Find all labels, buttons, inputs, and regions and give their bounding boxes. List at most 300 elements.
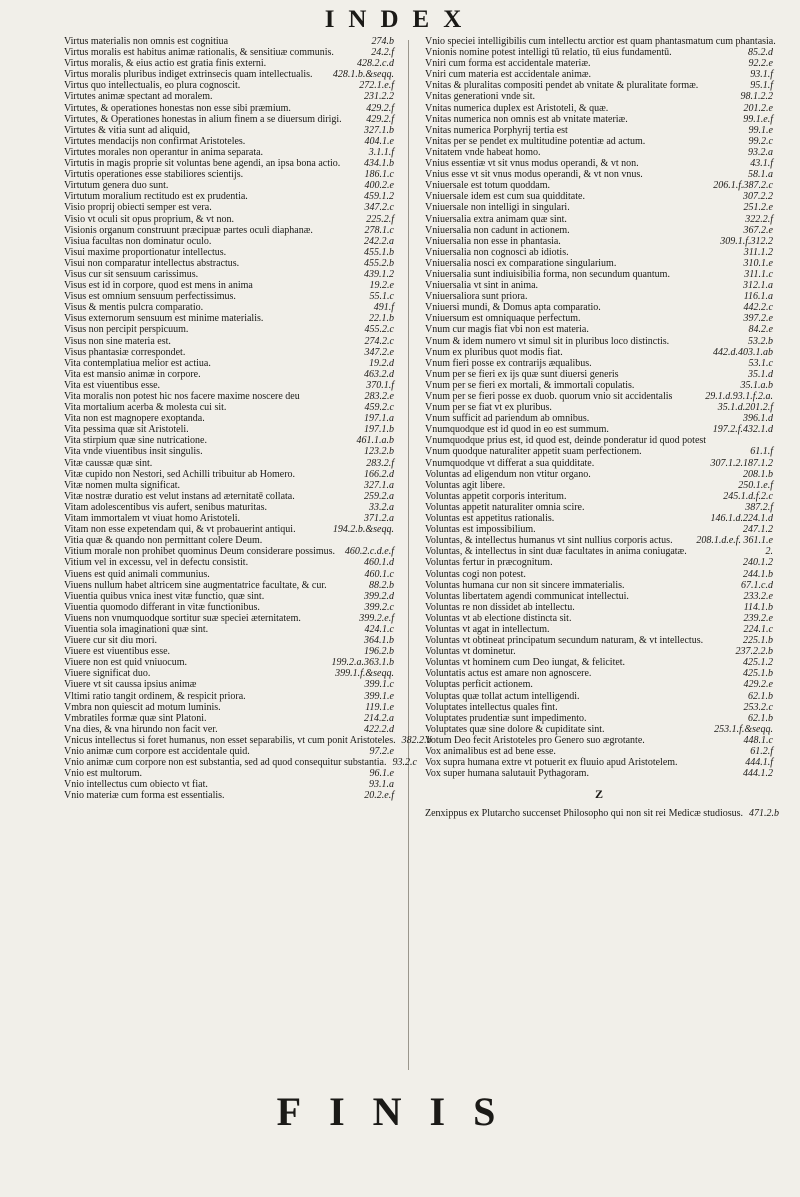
entry-text: Voluptates intellectus quales fint. [425, 701, 558, 713]
index-entry [425, 735, 773, 746]
index-entry [64, 147, 394, 158]
index-entry [425, 47, 773, 58]
index-entry [425, 713, 773, 724]
index-entry [425, 435, 773, 446]
entry-reference: 33.2.a [369, 501, 394, 513]
index-entry [425, 546, 773, 557]
index-entry [425, 91, 773, 102]
entry-text: Vnio animæ cum corpore non est substantia, sed ad quod consequitur substantia. [64, 757, 387, 769]
entry-text: Visus cur sit sensuum carissimus. [64, 268, 199, 280]
entry-reference: 123.2.b [364, 446, 394, 458]
entry-reference: 22.1.b [369, 313, 394, 325]
index-entry [425, 114, 773, 125]
finis-footer: FINIS [276, 1089, 524, 1134]
index-entry [425, 768, 773, 779]
entry-reference: 278.1.c [364, 224, 394, 236]
entry-text: Vniuersale non intelligi in singulari. [425, 202, 570, 214]
index-entry [425, 302, 773, 313]
entry-text: Visus externorum sensuum est minime materialis. [64, 313, 264, 325]
index-entry [64, 80, 394, 91]
index-entry [425, 413, 773, 424]
entry-reference: 20.2.e.f [364, 790, 394, 802]
right-entry-list [425, 36, 776, 780]
entry-reference: 225.1.b [743, 635, 773, 647]
index-entry [425, 202, 773, 213]
entry-text: Voluntas cogi non potest. [425, 568, 526, 580]
index-entry [64, 602, 394, 613]
entry-text: Voluntas vt dominetur. [425, 646, 516, 658]
entry-text: Vnionis nomine potest intelligi tū relatio, tū eius fundamentū. [425, 47, 672, 59]
entry-reference: 399.1.e [364, 690, 394, 702]
index-entry [425, 491, 773, 502]
entry-reference: 399.2.d [364, 590, 394, 602]
entry-reference: 322.2.f [745, 213, 773, 225]
entry-text: Vita moralis non potest hic nos facere maxime noscere deu [64, 391, 300, 402]
entry-text: Voluntas vt ab electione distincta sit. [425, 612, 572, 624]
index-entry [425, 458, 773, 469]
index-entry [425, 424, 773, 435]
entry-text: Vita vnde viuentibus insit singulis. [64, 446, 203, 458]
index-entry [425, 36, 776, 47]
entry-text: Voluntas appetit naturaliter omnia scire. [425, 501, 585, 513]
entry-reference: 400.2.e [364, 180, 394, 192]
entry-text: Vox animalibus est ad bene esse. [425, 746, 556, 757]
entry-reference: 196.2.b [364, 646, 394, 658]
entry-reference: 245.1.d.f.2.c [723, 490, 773, 502]
entry-text: Vnumquodque prius est, id quod est, deinde ponderatur id quod potest [425, 435, 707, 447]
entry-reference: 399.2.e.f [359, 612, 394, 624]
index-entry [64, 757, 417, 769]
entry-reference: 166.2.d [364, 468, 394, 480]
entry-text: Viuere non est quid vniuocum. [64, 657, 187, 669]
index-entry [64, 402, 394, 413]
index-entry [425, 125, 773, 136]
entry-reference: 442.d.403.1.ab [713, 346, 773, 358]
entry-reference: 116.1.a [743, 291, 773, 303]
entry-reference: 396.1.d [743, 413, 773, 425]
index-entry [64, 369, 394, 380]
entry-text: Vnio est multorum. [64, 768, 143, 780]
entry-text: Vnum quodque naturaliter appetit suam perfectionem. [425, 446, 642, 458]
entry-reference: 460.1.c [364, 568, 394, 580]
index-entry [64, 557, 394, 568]
index-entry [64, 635, 394, 646]
entry-text: Vnius esse vt sit vnus modus operandi, & vt non vnus. [425, 169, 643, 181]
entry-reference: 283.2.e [364, 391, 394, 402]
index-entry [64, 746, 394, 757]
entry-text: Vnitas & pluralitas compositi pendet ab vnitate & pluralitate formæ. [425, 80, 699, 92]
index-entry [64, 347, 394, 358]
index-entry [64, 535, 394, 546]
index-entry [425, 591, 773, 602]
entry-text: Visus non percipit perspicuum. [64, 324, 189, 336]
entry-reference: 425.1.2 [743, 657, 773, 669]
entry-text: Visus non sine materia est. [64, 335, 171, 347]
entry-text: Vniuersalia extra animam quæ sint. [425, 213, 567, 225]
entry-reference: 114.1.b [743, 601, 773, 613]
entry-text: Visus phantasiæ correspondet. [64, 346, 186, 358]
entry-text: Vita est mansio animæ in corpore. [64, 368, 201, 380]
index-entry [64, 291, 394, 302]
index-entry [425, 169, 773, 180]
entry-text: Vmbra non quiescit ad motum luminis. [64, 701, 221, 713]
index-entry [425, 225, 773, 236]
index-entry [64, 624, 394, 635]
entry-reference: 99.2.c [748, 135, 773, 147]
entry-reference: 422.2.d [364, 723, 394, 735]
index-entry [64, 768, 394, 779]
entry-reference: 429.2.e [743, 679, 773, 691]
index-entry [425, 535, 773, 546]
entry-text: Voluntas agit libere. [425, 479, 506, 491]
index-entry [64, 546, 394, 557]
entry-text: Viuentia quomodo differant in vitæ functionibus. [64, 601, 260, 613]
entry-text: Viuere significat duo. [64, 668, 151, 680]
entry-text: Virtutum moralium rectitudo est ex prudentia. [64, 191, 248, 203]
entry-text: Viuere vt sit caussa ipsius animæ [64, 679, 197, 691]
entry-reference: 53.1.c [748, 357, 773, 369]
entry-reference: 119.1.e [365, 701, 394, 713]
index-entry [425, 80, 773, 91]
index-entry [64, 47, 394, 58]
entry-reference: 424.1.c [364, 623, 394, 635]
entry-reference: 197.2.f.432.1.d [712, 424, 773, 436]
entry-reference: 93.2.c [392, 757, 417, 769]
index-entry [425, 602, 773, 613]
entry-text: Vniuersalia non cognosci ab idiotis. [425, 246, 569, 258]
entry-reference: 444.1.f [745, 757, 773, 769]
entry-reference: 231.2.2 [364, 91, 394, 103]
entry-text: Virtutes & vitia sunt ad aliquid, [64, 124, 191, 136]
entry-text: Vita stirpium quæ sine nutricatione. [64, 435, 207, 447]
index-entry [425, 158, 773, 169]
entry-text: Voluntas re non dissidet ab intellectu. [425, 601, 575, 613]
index-entry [64, 613, 394, 624]
entry-reference: 250.1.e.f [738, 479, 773, 491]
index-entry [425, 691, 773, 702]
entry-text: Viuere cur sit diu mori. [64, 635, 157, 647]
entry-reference: 201.2.e [743, 102, 773, 114]
index-entry [64, 180, 394, 191]
entry-text: Viuentia quibus vnica inest vitæ functio, quæ sint. [64, 590, 265, 602]
entry-reference: 311.1.2 [743, 246, 773, 258]
entry-reference: 309.1.f.312.2 [720, 235, 773, 247]
entry-text: Vitæ caussæ quæ sint. [64, 457, 153, 469]
entry-text: Voluntas appetit corporis interitum. [425, 490, 567, 502]
entry-text: Zenxippus ex Plutarcho succenset Philosopho qui non sit rei Medicæ studiosus. [425, 808, 744, 820]
entry-text: Vnum per se fieri ex mortali, & immortali copulatis. [425, 379, 635, 391]
entry-text: Visionis organum construunt præcipuæ partes oculi diaphanæ. [64, 224, 313, 236]
entry-text: Visus est omnium sensuum perfectissimus. [64, 291, 236, 303]
index-entry [425, 291, 773, 302]
entry-reference: 404.1.e [364, 135, 394, 147]
index-entry [425, 214, 773, 225]
entry-text: Voluntas vt agat in intellectum. [425, 623, 550, 635]
index-entry [425, 502, 773, 513]
index-entry [64, 258, 394, 269]
index-entry [64, 91, 394, 102]
index-entry [64, 36, 394, 47]
entry-reference: 225.2.f [366, 213, 394, 225]
entry-text: Vmbratiles formæ quæ sint Platoni. [64, 712, 207, 724]
index-entry [425, 469, 773, 480]
entry-text: Vnum sufficit ad pariendum ab omnibus. [425, 413, 590, 425]
entry-text: Voluptates prudentiæ sunt impedimento. [425, 712, 587, 724]
entry-text: Vnum per se fieri posse ex duob. quorum vnio sit accidentalis [425, 391, 673, 402]
entry-reference: 312.1.a [743, 280, 773, 292]
entry-reference: 327.1.a [364, 479, 394, 491]
entry-text: Virtutes, & Operationes honestas in alium finem a se diuersum dirigi. [64, 113, 342, 125]
index-entry [425, 746, 773, 757]
entry-text: Vniuersale est totum quoddam. [425, 180, 550, 192]
entry-reference: 251.2.e [743, 202, 773, 214]
entry-reference: 93.2.a [748, 146, 773, 158]
entry-text: Vniuersalia sunt indiuisibilia forma, non secundum quantum. [425, 268, 670, 280]
entry-text: Viuentia sola imaginationi quæ sint. [64, 623, 209, 635]
entry-reference: 35.1.d [748, 368, 773, 380]
entry-text: Virtutes animæ spectant ad moralem. [64, 91, 213, 103]
entry-text: Voluntas est impossibilium. [425, 524, 536, 536]
entry-text: Virtutes morales non operantur in anima separata. [64, 146, 264, 158]
index-entry [64, 191, 394, 202]
index-entry [425, 524, 773, 535]
entry-text: Votum Deo fecit Aristoteles pro Genero suo ægrotante. [425, 734, 645, 746]
z-entry-list [425, 808, 780, 820]
entry-reference: 347.2.c [364, 202, 394, 214]
entry-reference: 455.2.c [364, 324, 394, 336]
index-entry [425, 380, 773, 391]
entry-text: Vnitas generationi vnde sit. [425, 91, 535, 103]
entry-text: Vox super humana salutauit Pythagoram. [425, 768, 589, 780]
index-entry [425, 569, 773, 580]
entry-reference: 240.1.2 [743, 557, 773, 569]
entry-reference: 471.2.b [749, 808, 780, 820]
entry-reference: 88.2.b [369, 579, 394, 591]
entry-text: Vnicus intellectus si foret humanus, non esset separabilis, vt cum ponit Aristoteles. [64, 734, 396, 746]
index-entry [425, 136, 773, 147]
entry-reference: 455.1.b [364, 246, 394, 258]
index-entry [64, 480, 394, 491]
entry-text: Vniuersaliora sunt priora. [425, 291, 528, 303]
index-entry [64, 569, 394, 580]
entry-text: Visio proprij obiecti semper est vera. [64, 202, 212, 214]
index-entry [64, 136, 394, 147]
entry-reference: 95.1.f [750, 80, 773, 92]
left-column [64, 36, 432, 802]
entry-reference: 197.1.b [364, 424, 394, 436]
entry-text: Vita est viuentibus esse. [64, 379, 161, 391]
entry-text: Vniuersi mundi, & Domus apta comparatio. [425, 302, 601, 314]
entry-text: Vnum per se fiat vt ex pluribus. [425, 402, 552, 414]
entry-reference: 460.1.d [364, 557, 394, 569]
entry-reference: 29.1.d.93.1.f.2.a. [705, 391, 773, 402]
entry-text: Vita mortalium acerba & molesta cui sit. [64, 402, 227, 414]
index-entry [64, 458, 394, 469]
index-entry [425, 613, 773, 624]
entry-text: Voluntas libertatem agendi communicat intellectui. [425, 590, 629, 602]
entry-text: Vitam immortalem vt viuat homo Aristoteli. [64, 513, 241, 525]
entry-text: Voluntas vt obtineat principatum secundum naturam, & vt intellectus. [425, 635, 704, 647]
entry-text: Vnitatem vnde habeat homo. [425, 146, 541, 158]
entry-reference: 55.1.c [369, 291, 394, 303]
entry-reference: 428.1.b.&seqq. [332, 69, 394, 81]
entry-text: Vitia quæ & quando non permittant colere Deum. [64, 535, 263, 547]
index-entry [64, 790, 394, 801]
entry-reference: 214.2.a [364, 712, 394, 724]
entry-text: Voluntas, & intellectus in sint duæ facultates in anima coniugatæ. [425, 546, 687, 558]
index-entry [64, 69, 394, 80]
index-entry [64, 524, 394, 535]
entry-text: Voluptas quæ tollat actum intelligendi. [425, 690, 580, 702]
entry-text: Viuens non vnumquodque sortitur suæ speciei æternitatem. [64, 612, 301, 624]
index-entry [425, 336, 773, 347]
entry-reference: 439.1.2 [364, 268, 394, 280]
entry-reference: 93.1.f [750, 69, 773, 81]
entry-text: Vniuersalia non esse in phantasia. [425, 235, 561, 247]
index-entry [425, 668, 773, 679]
entry-reference: 387.2.f [745, 501, 773, 513]
entry-reference: 253.2.c [743, 701, 773, 713]
index-entry [425, 402, 773, 413]
entry-reference: 43.1.f [750, 158, 773, 170]
entry-text: Vnum & idem numero vt simul sit in pluribus loco distinctis. [425, 335, 670, 347]
entry-text: Voluntas ad eligendum non vtitur organo. [425, 468, 591, 480]
entry-reference: 24.2.f [371, 47, 394, 59]
entry-reference: 272.1.e.f [359, 80, 394, 92]
entry-reference: 429.2.f [366, 113, 394, 125]
entry-text: Vnio materiæ cum forma est essentialis. [64, 790, 225, 802]
entry-reference: 199.2.a.363.1.b [331, 657, 394, 669]
index-entry [425, 480, 773, 491]
index-entry [425, 646, 773, 657]
entry-text: Vltimi ratio tangit ordinem, & respicit priora. [64, 690, 246, 702]
entry-text: Viuens nullum habet altricem sine augmentatrice facultate, & cur. [64, 579, 327, 591]
entry-text: Vnum cur magis fiat vbi non est materia. [425, 324, 589, 336]
index-entry [64, 169, 394, 180]
entry-text: Vita contemplatiua melior est actiua. [64, 357, 211, 369]
entry-text: Vitam non esse expetendam qui, & vt probauerint antiqui. [64, 524, 296, 536]
entry-text: Viuens est quid animali communius. [64, 568, 210, 580]
index-entry [425, 313, 773, 324]
entry-reference: 97.2.e [369, 746, 394, 757]
index-entry [64, 469, 394, 480]
index-entry [64, 591, 394, 602]
index-entry [64, 158, 394, 169]
column-divider [408, 40, 409, 1070]
entry-reference: 2. [765, 546, 773, 558]
index-entry [425, 269, 773, 280]
entry-reference: 19.2.d [369, 357, 394, 369]
entry-reference: 310.1.e [743, 257, 773, 269]
index-entry [64, 236, 394, 247]
entry-reference: 208.1.b [743, 468, 773, 480]
entry-text: Vniuersum est omniquaque perfectum. [425, 313, 581, 325]
index-entry [425, 191, 773, 202]
index-entry [64, 424, 394, 435]
index-entry [64, 734, 432, 746]
index-entry [425, 69, 773, 80]
entry-reference: 399.1.f.&seqq. [335, 668, 394, 680]
entry-reference: 92.2.e [748, 58, 773, 70]
entry-text: Virtutis operationes esse stabiliores scientijs. [64, 169, 244, 181]
entry-text: Voluntas, & intellectus humanus vt sint nullius corporis actus. [425, 535, 673, 547]
entry-text: Vox supra humana extre vt potuerit ex fluuio apud Aristotelem. [425, 757, 678, 769]
index-entry [425, 236, 773, 247]
index-entry [64, 302, 394, 313]
entry-text: Vnitas numerica non omnis est ab vnitate materiæ. [425, 113, 628, 125]
entry-reference: 233.2.e [743, 590, 773, 602]
entry-text: Vnitas per se pendet ex multitudine potentiæ ad actum. [425, 135, 646, 147]
entry-text: Voluptas perficit actionem. [425, 679, 533, 691]
entry-reference: 399.1.c [364, 679, 394, 691]
entry-reference: 62.1.b [748, 712, 773, 724]
entry-text: Visio vt oculi sit opus proprium, & vt non. [64, 213, 234, 225]
index-entry [425, 347, 773, 358]
entry-text: Virtutum genera duo sunt. [64, 180, 169, 192]
entry-reference: 371.2.a [364, 513, 394, 525]
entry-text: Virtus quo intellectualis, eo plura cognoscit. [64, 80, 241, 92]
entry-text: Vita pessima quæ sit Aristoteli. [64, 424, 189, 436]
index-entry [64, 668, 394, 679]
index-entry [64, 491, 394, 502]
entry-text: Voluntas vt hominem cum Deo iungat, & felicitet. [425, 657, 626, 669]
entry-text: Viuere est viuentibus esse. [64, 646, 171, 658]
page-header: INDEX [324, 6, 476, 33]
entry-text: Vniuersale idem est cum sua quidditate. [425, 191, 585, 203]
index-entry [64, 502, 394, 513]
entry-reference: 61.1.f [750, 446, 773, 458]
index-entry [64, 391, 394, 402]
entry-reference: 197.1.a [364, 413, 394, 425]
index-entry [425, 247, 773, 258]
entry-text: Voluntas humana cur non sit sincere immaterialis. [425, 579, 625, 591]
index-entry [425, 580, 773, 591]
entry-text: Vniri cum forma est accidentale materiæ. [425, 58, 591, 70]
index-entry [64, 269, 394, 280]
entry-text: Vniri cum materia est accidentale animæ. [425, 69, 592, 81]
index-entry [425, 757, 773, 768]
entry-text: Vniuersalia vt sint in anima. [425, 280, 539, 292]
index-entry [64, 446, 394, 457]
entry-reference: 99.1.e.f [743, 113, 773, 125]
entry-reference: 442.2.c [743, 302, 773, 314]
entry-reference: 194.2.b.&seqq. [332, 524, 394, 536]
entry-text: Vitæ nomen multa significat. [64, 479, 181, 491]
entry-reference: 428.2.c.d [357, 58, 394, 70]
entry-reference: 444.1.2 [743, 768, 773, 780]
entry-text: Vnum fieri posse ex contrarijs æqualibus. [425, 357, 592, 369]
entry-reference: 448.1.c [743, 734, 773, 746]
entry-reference: 85.2.d [748, 47, 773, 59]
index-entry [64, 779, 394, 790]
entry-reference: 146.1.d.224.1.d [710, 513, 773, 525]
index-entry [425, 624, 773, 635]
entry-reference: 274.2.c [364, 335, 394, 347]
index-entry [425, 358, 773, 369]
entry-text: Visus est id in corpore, quod est mens in anima [64, 280, 253, 292]
index-entry [64, 58, 394, 69]
index-entry [425, 258, 773, 269]
entry-reference: 434.1.b [364, 158, 394, 170]
index-entry [425, 147, 773, 158]
entry-reference: 364.1.b [364, 635, 394, 647]
entry-reference: 253.1.f.&seqq. [714, 723, 773, 735]
index-entry [64, 679, 394, 690]
entry-reference: 208.1.d.e.f. 361.1.e [696, 535, 773, 547]
index-entry [425, 391, 773, 402]
entry-reference: 460.2.c.d.e.f [344, 546, 394, 558]
entry-text: Visus & mentis pulcra comparatio. [64, 302, 204, 314]
